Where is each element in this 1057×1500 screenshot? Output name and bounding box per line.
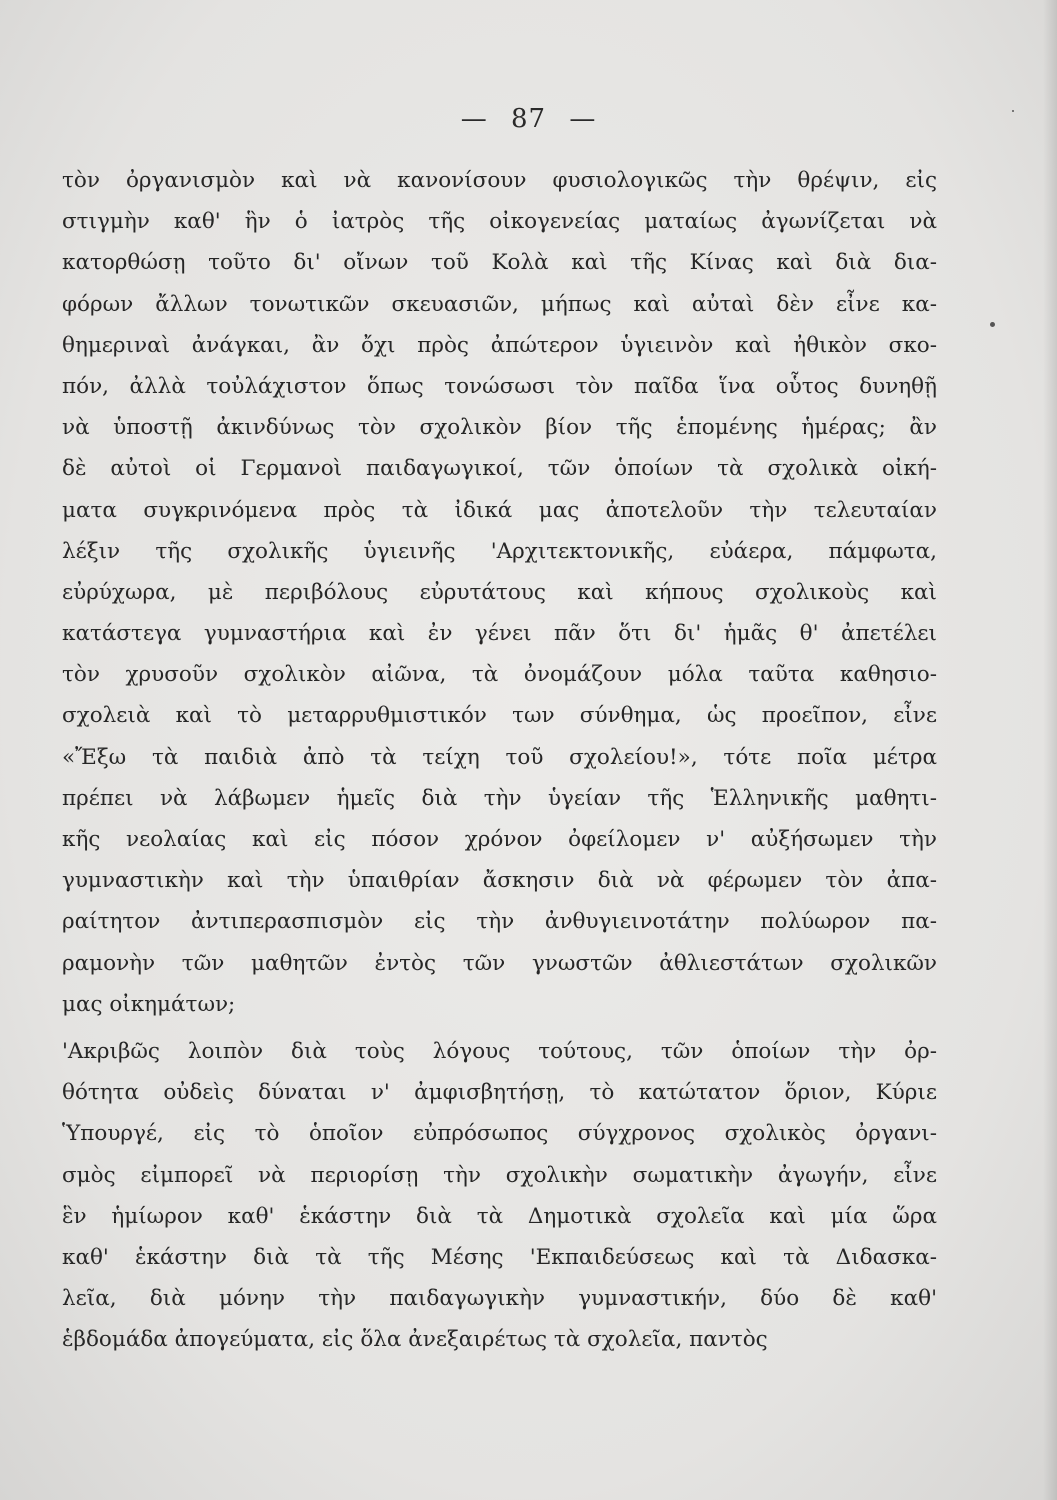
text-line: 'Ακριβῶς λοιπὸν διὰ τοὺς λόγους τούτους, τῶν ὁποίων τὴν ὀρ- xyxy=(62,1038,937,1064)
text-line: ἑβδομάδα ἀπογεύματα, εἰς ὅλα ἀνεξαιρέτως τὰ σχολεῖα, παντὸς xyxy=(62,1327,768,1353)
page-number-header xyxy=(0,104,1057,134)
page-edge-shadow xyxy=(1043,0,1057,1500)
text-line: εὐρύχωρα, μὲ περιβόλους εὐρυτάτους καὶ κήπους σχολικοὺς καὶ xyxy=(62,579,937,605)
text-line: μας οἰκημάτων; xyxy=(62,991,236,1017)
text-line: λέξιν τῆς σχολικῆς ὑγιεινῆς 'Αρχιτεκτονικῆς, εὐάερα, πάμφωτα, xyxy=(62,538,937,564)
paragraph xyxy=(62,1031,937,1361)
text-line: τὸν χρυσοῦν σχολικὸν αἰῶνα, τὰ ὀνομάζουν μόλα ταῦτα καθησιο- xyxy=(62,662,937,688)
text-line: κατάστεγα γυμναστήρια καὶ ἐν γένει πᾶν ὅτι δι' ἡμᾶς θ' ἀπετέλει xyxy=(62,621,937,647)
text-line: θημεριναὶ ἀνάγκαι, ἂν ὄχι πρὸς ἀπώτερον ὑγιεινὸν καὶ ἠθικὸν σκο- xyxy=(62,332,937,358)
text-line: γυμναστικὴν καὶ τὴν ὑπαιθρίαν ἄσκησιν διὰ νὰ φέρωμεν τὸν ἀπα- xyxy=(62,868,937,894)
text-line: καθ' ἑκάστην διὰ τὰ τῆς Μέσης 'Εκπαιδεύσεως καὶ τὰ Διδασκα- xyxy=(62,1244,937,1270)
text-line: δὲ αὐτοὶ οἱ Γερμανοὶ παιδαγωγικοί, τῶν ὁποίων τὰ σχολικὰ οἰκή- xyxy=(62,456,937,482)
ink-speck xyxy=(990,322,995,327)
body-text xyxy=(62,160,937,1360)
text-line: ραμονὴν τῶν μαθητῶν ἐντὸς τῶν γνωστῶν ἀθλιεστάτων σχολικῶν xyxy=(62,950,937,976)
text-line: θότητα οὐδεὶς δύναται ν' ἀμφισβητήσῃ, τὸ κατώτατον ὅριον, Κύριε xyxy=(62,1080,937,1106)
text-line: κατορθώσῃ τοῦτο δι' οἴνων τοῦ Κολὰ καὶ τῆς Κίνας καὶ διὰ δια- xyxy=(62,250,937,276)
text-line: κῆς νεολαίας καὶ εἰς πόσον χρόνον ὀφείλομεν ν' αὐξήσωμεν τὴν xyxy=(62,827,937,852)
text-line: πρέπει νὰ λάβωμεν ἡμεῖς διὰ τὴν ὑγείαν τῆς Ἑλληνικῆς μαθητι- xyxy=(62,785,937,811)
text-line: «Ἔξω τὰ παιδιὰ ἀπὸ τὰ τείχη τοῦ σχολείου!», τότε ποῖα μέτρα xyxy=(62,744,937,770)
text-line: στιγμὴν καθ' ἣν ὁ ἰατρὸς τῆς οἰκογενείας ματαίως ἀγωνίζεται νὰ xyxy=(62,209,937,235)
page-number-dash-left: — xyxy=(460,104,488,134)
text-line: ραίτητον ἀντιπερασπισμὸν εἰς τὴν ἀνθυγιεινοτάτην πολύωρον πα- xyxy=(62,909,937,935)
text-line: τὸν ὀργανισμὸν καὶ νὰ κανονίσουν φυσιολογικῶς τὴν θρέψιν, εἰς xyxy=(62,168,937,193)
text-line: λεῖα, διὰ μόνην τὴν παιδαγωγικὴν γυμναστικήν, δύο δὲ καθ' xyxy=(62,1286,937,1312)
text-line: Ὑπουργέ, εἰς τὸ ὁποῖον εὐπρόσωπος σύγχρονος σχολικὸς ὀργανι- xyxy=(62,1121,937,1147)
text-line: φόρων ἄλλων τονωτικῶν σκευασιῶν, μήπως καὶ αὐταὶ δὲν εἶνε κα- xyxy=(62,291,937,317)
text-line: ματα συγκρινόμενα πρὸς τὰ ἰδικά μας ἀποτελοῦν τὴν τελευταίαν xyxy=(62,497,937,523)
text-line: πόν, ἀλλὰ τοὐλάχιστον ὅπως τονώσωσι τὸν παῖδα ἵνα οὗτος δυνηθῇ xyxy=(62,373,937,399)
page-number: 87 xyxy=(510,104,547,134)
paragraph xyxy=(62,160,937,1025)
page-number-dash-right: — xyxy=(569,104,597,134)
text-line: ἓν ἡμίωρον καθ' ἑκάστην διὰ τὰ Δημοτικὰ σχολεῖα καὶ μία ὥρα xyxy=(62,1203,937,1229)
text-line: σμὸς εἰμπορεῖ νὰ περιορίσῃ τὴν σχολικὴν σωματικὴν ἀγωγήν, εἶνε xyxy=(62,1162,937,1188)
text-line: νὰ ὑποστῇ ἀκινδύνως τὸν σχολικὸν βίον τῆς ἑπομένης ἡμέρας; ἂν xyxy=(62,415,937,441)
text-line: σχολειὰ καὶ τὸ μεταρρυθμιστικόν των σύνθημα, ὡς προεῖπον, εἶνε xyxy=(62,703,937,729)
